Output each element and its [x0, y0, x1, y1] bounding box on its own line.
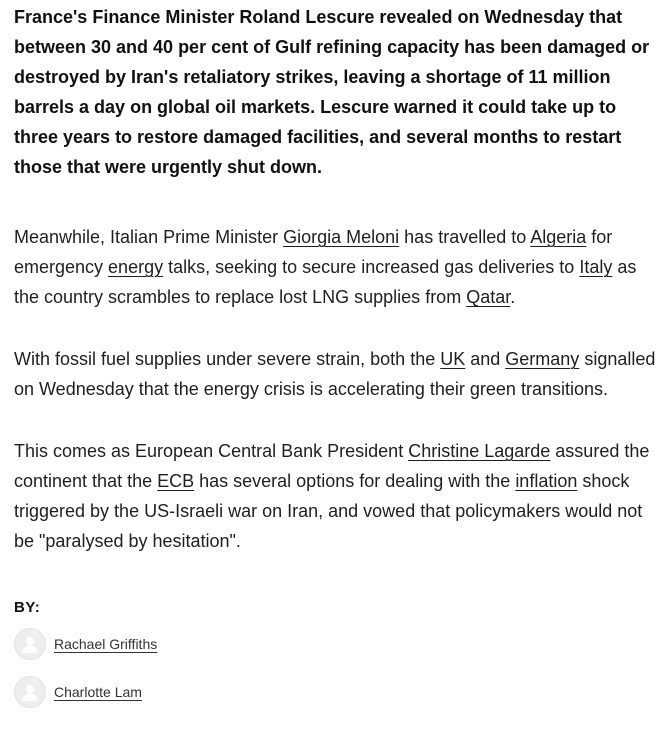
paragraph-text: .	[510, 287, 516, 307]
link-uk[interactable]: UK	[440, 349, 466, 369]
author-item	[14, 676, 664, 708]
article-paragraph	[14, 344, 664, 404]
paragraph-text: With fossil fuel supplies under severe strain, both the	[14, 349, 441, 369]
article-lead: France's Finance Minister Roland Lescure revealed on Wednesday that between 30 and 40 per cent of Gulf refining capacity has been damaged or destroyed by Iran's retaliatory strikes, leaving a shortage of 11 million barrels a day on global oil markets. Lescure warned it could take up to three years to restore damaged facilities, and several months to restart those that were urgently shut down.	[14, 7, 650, 177]
paragraph-text: has several options for dealing with the	[194, 471, 516, 491]
link-inflation[interactable]: inflation	[515, 471, 578, 491]
article-body	[14, 0, 664, 708]
paragraph-text: for emergency	[14, 227, 613, 277]
link-germany[interactable]: Germany	[505, 349, 580, 369]
link-algeria[interactable]: Algeria	[530, 227, 587, 247]
link-qatar[interactable]: Qatar	[466, 287, 511, 307]
byline-label: BY:	[14, 599, 41, 616]
paragraph-text: talks, seeking to secure increased gas deliveries to	[163, 257, 580, 277]
article-paragraph	[14, 436, 664, 556]
link-giorgia-meloni[interactable]: Giorgia Meloni	[283, 227, 400, 247]
link-italy[interactable]: Italy	[579, 257, 613, 277]
user-avatar-icon[interactable]	[14, 628, 46, 660]
user-avatar-icon[interactable]	[14, 676, 46, 708]
paragraph-text: This comes as European Central Bank President	[14, 441, 409, 461]
author-link[interactable]: Rachael Griffiths	[54, 636, 158, 652]
paragraph-text: assured the continent that the	[14, 441, 650, 491]
link-ecb[interactable]: ECB	[157, 471, 195, 491]
paragraph-text: signalled on Wednesday that the energy crisis is accelerating their green transitions.	[14, 349, 656, 399]
article-paragraph	[14, 222, 664, 312]
link-energy[interactable]: energy	[108, 257, 164, 277]
author-item	[14, 628, 664, 660]
paragraph-text: and	[465, 349, 506, 369]
paragraph-text: has travelled to	[399, 227, 531, 247]
author-link[interactable]: Charlotte Lam	[54, 684, 142, 700]
paragraph-text: Meanwhile, Italian Prime Minister	[14, 227, 284, 247]
link-christine-lagarde[interactable]: Christine Lagarde	[408, 441, 551, 461]
paragraph-text: as the country scrambles to replace lost LNG supplies from	[14, 257, 637, 307]
paragraph-text: shock triggered by the US-Israeli war on Iran, and vowed that policymakers would not be "paralysed by hesitation".	[14, 471, 643, 551]
